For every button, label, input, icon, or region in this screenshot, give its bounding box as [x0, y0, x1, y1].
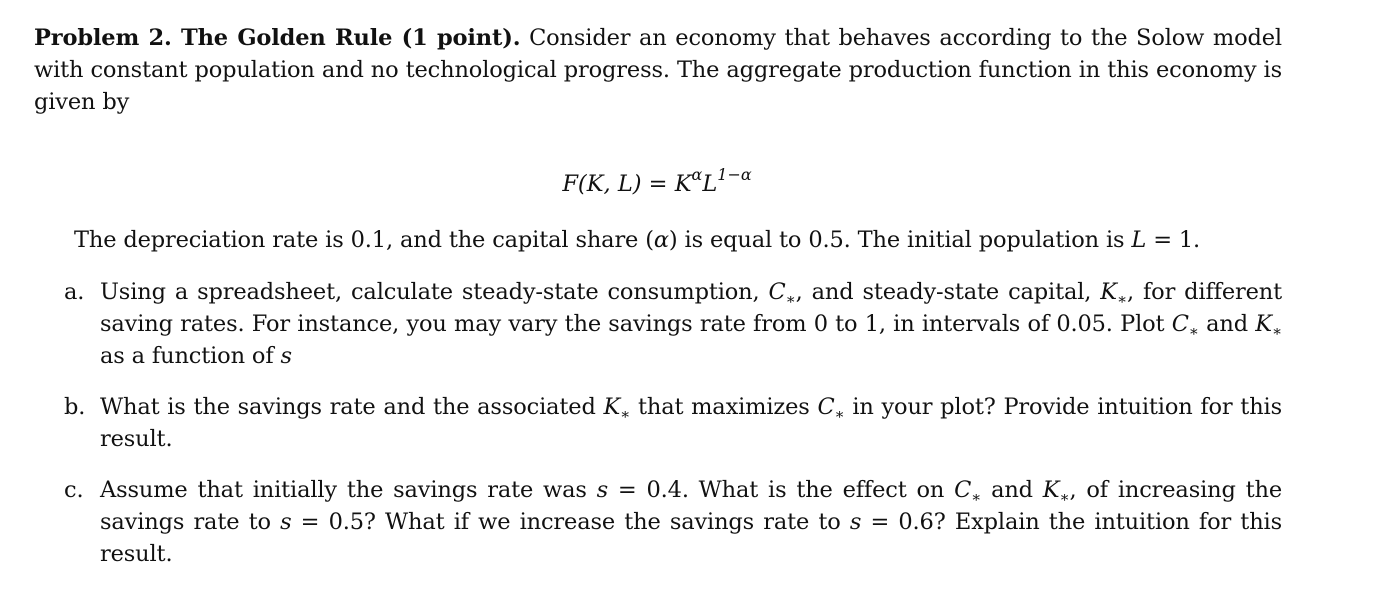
qc-text-2: = 0.4. What is the effect on	[608, 477, 955, 503]
question-a-body	[100, 276, 1282, 372]
qc-C-star: ∗	[971, 488, 982, 506]
dep-text-2: ) is equal to 0.5. The initial population is	[668, 227, 1132, 253]
qc-text-5: = 0.5? What if we increase the savings rate to	[291, 509, 850, 535]
question-b-label: b.	[64, 394, 86, 420]
dep-text-3: = 1.	[1146, 227, 1201, 253]
qc-K: K	[1042, 477, 1060, 503]
question-b-body	[100, 391, 1282, 455]
qb-text-2: that maximizes	[630, 394, 818, 420]
qc-s: s	[596, 477, 609, 503]
equation-labor-exponent: 1−α	[717, 164, 752, 184]
intro-text: Consider an economy that behaves according to the Solow model with constant population and no technological progress. The aggregate production function in this economy is given by	[34, 25, 1282, 115]
qc-text-4: , of increasing the savings rate to	[100, 477, 1282, 535]
qc-C: C	[954, 477, 972, 503]
qa-K2-star: ∗	[1271, 322, 1282, 340]
qa-C2: C	[1171, 311, 1189, 337]
qc-text-3: and	[981, 477, 1043, 503]
qa-C-star: ∗	[785, 290, 796, 308]
equation-labor: L	[702, 171, 718, 197]
question-c-label: c.	[64, 477, 84, 503]
qa-C2-star: ∗	[1188, 322, 1199, 340]
qa-K2: K	[1255, 311, 1272, 337]
question-b	[64, 391, 1282, 455]
depreciation-statement	[74, 224, 1282, 256]
qc-text-1: Assume that initially the savings rate was	[100, 477, 597, 503]
qb-C-star: ∗	[834, 405, 845, 423]
dep-text-1: The depreciation rate is 0.1, and the capital share (	[74, 227, 654, 253]
question-a-label: a.	[64, 279, 85, 305]
question-c	[64, 474, 1282, 570]
dep-L: L	[1131, 227, 1147, 253]
dep-alpha: α	[653, 227, 669, 253]
qa-text-5: as a function of	[100, 343, 281, 369]
qa-K-star: ∗	[1116, 290, 1127, 308]
equation-alpha-exponent: α	[691, 164, 703, 184]
qb-text-1: What is the savings rate and the associated	[100, 394, 604, 420]
qa-text-4: and	[1198, 311, 1256, 337]
qc-s3: s	[849, 509, 862, 535]
production-function-equation	[0, 164, 1314, 200]
qa-text-3: , for different saving rates. For instance, you may vary the savings rate from 0 to 1, in intervals of 0.05. Plot	[100, 279, 1282, 337]
qb-K: K	[603, 394, 621, 420]
problem-intro	[34, 22, 1282, 118]
qa-C: C	[768, 279, 786, 305]
qa-s: s	[280, 343, 292, 369]
qc-text-6: = 0.6? Explain the intuition for this result.	[100, 509, 1282, 567]
question-a	[64, 276, 1282, 372]
qb-K-star: ∗	[620, 405, 631, 423]
qc-s2: s	[280, 509, 292, 535]
qa-text-1: Using a spreadsheet, calculate steady-state consumption,	[100, 279, 769, 305]
problem-heading: Problem 2. The Golden Rule (1 point).	[34, 25, 521, 51]
qb-C: C	[817, 394, 835, 420]
qa-K: K	[1100, 279, 1117, 305]
qc-K-star: ∗	[1059, 488, 1070, 506]
equation-lhs: F(K, L) = K	[562, 171, 692, 197]
qa-text-2: , and steady-state capital,	[795, 279, 1101, 305]
question-c-body	[100, 474, 1282, 570]
qb-text-3: in your plot? Provide intuition for this result.	[100, 394, 1282, 452]
